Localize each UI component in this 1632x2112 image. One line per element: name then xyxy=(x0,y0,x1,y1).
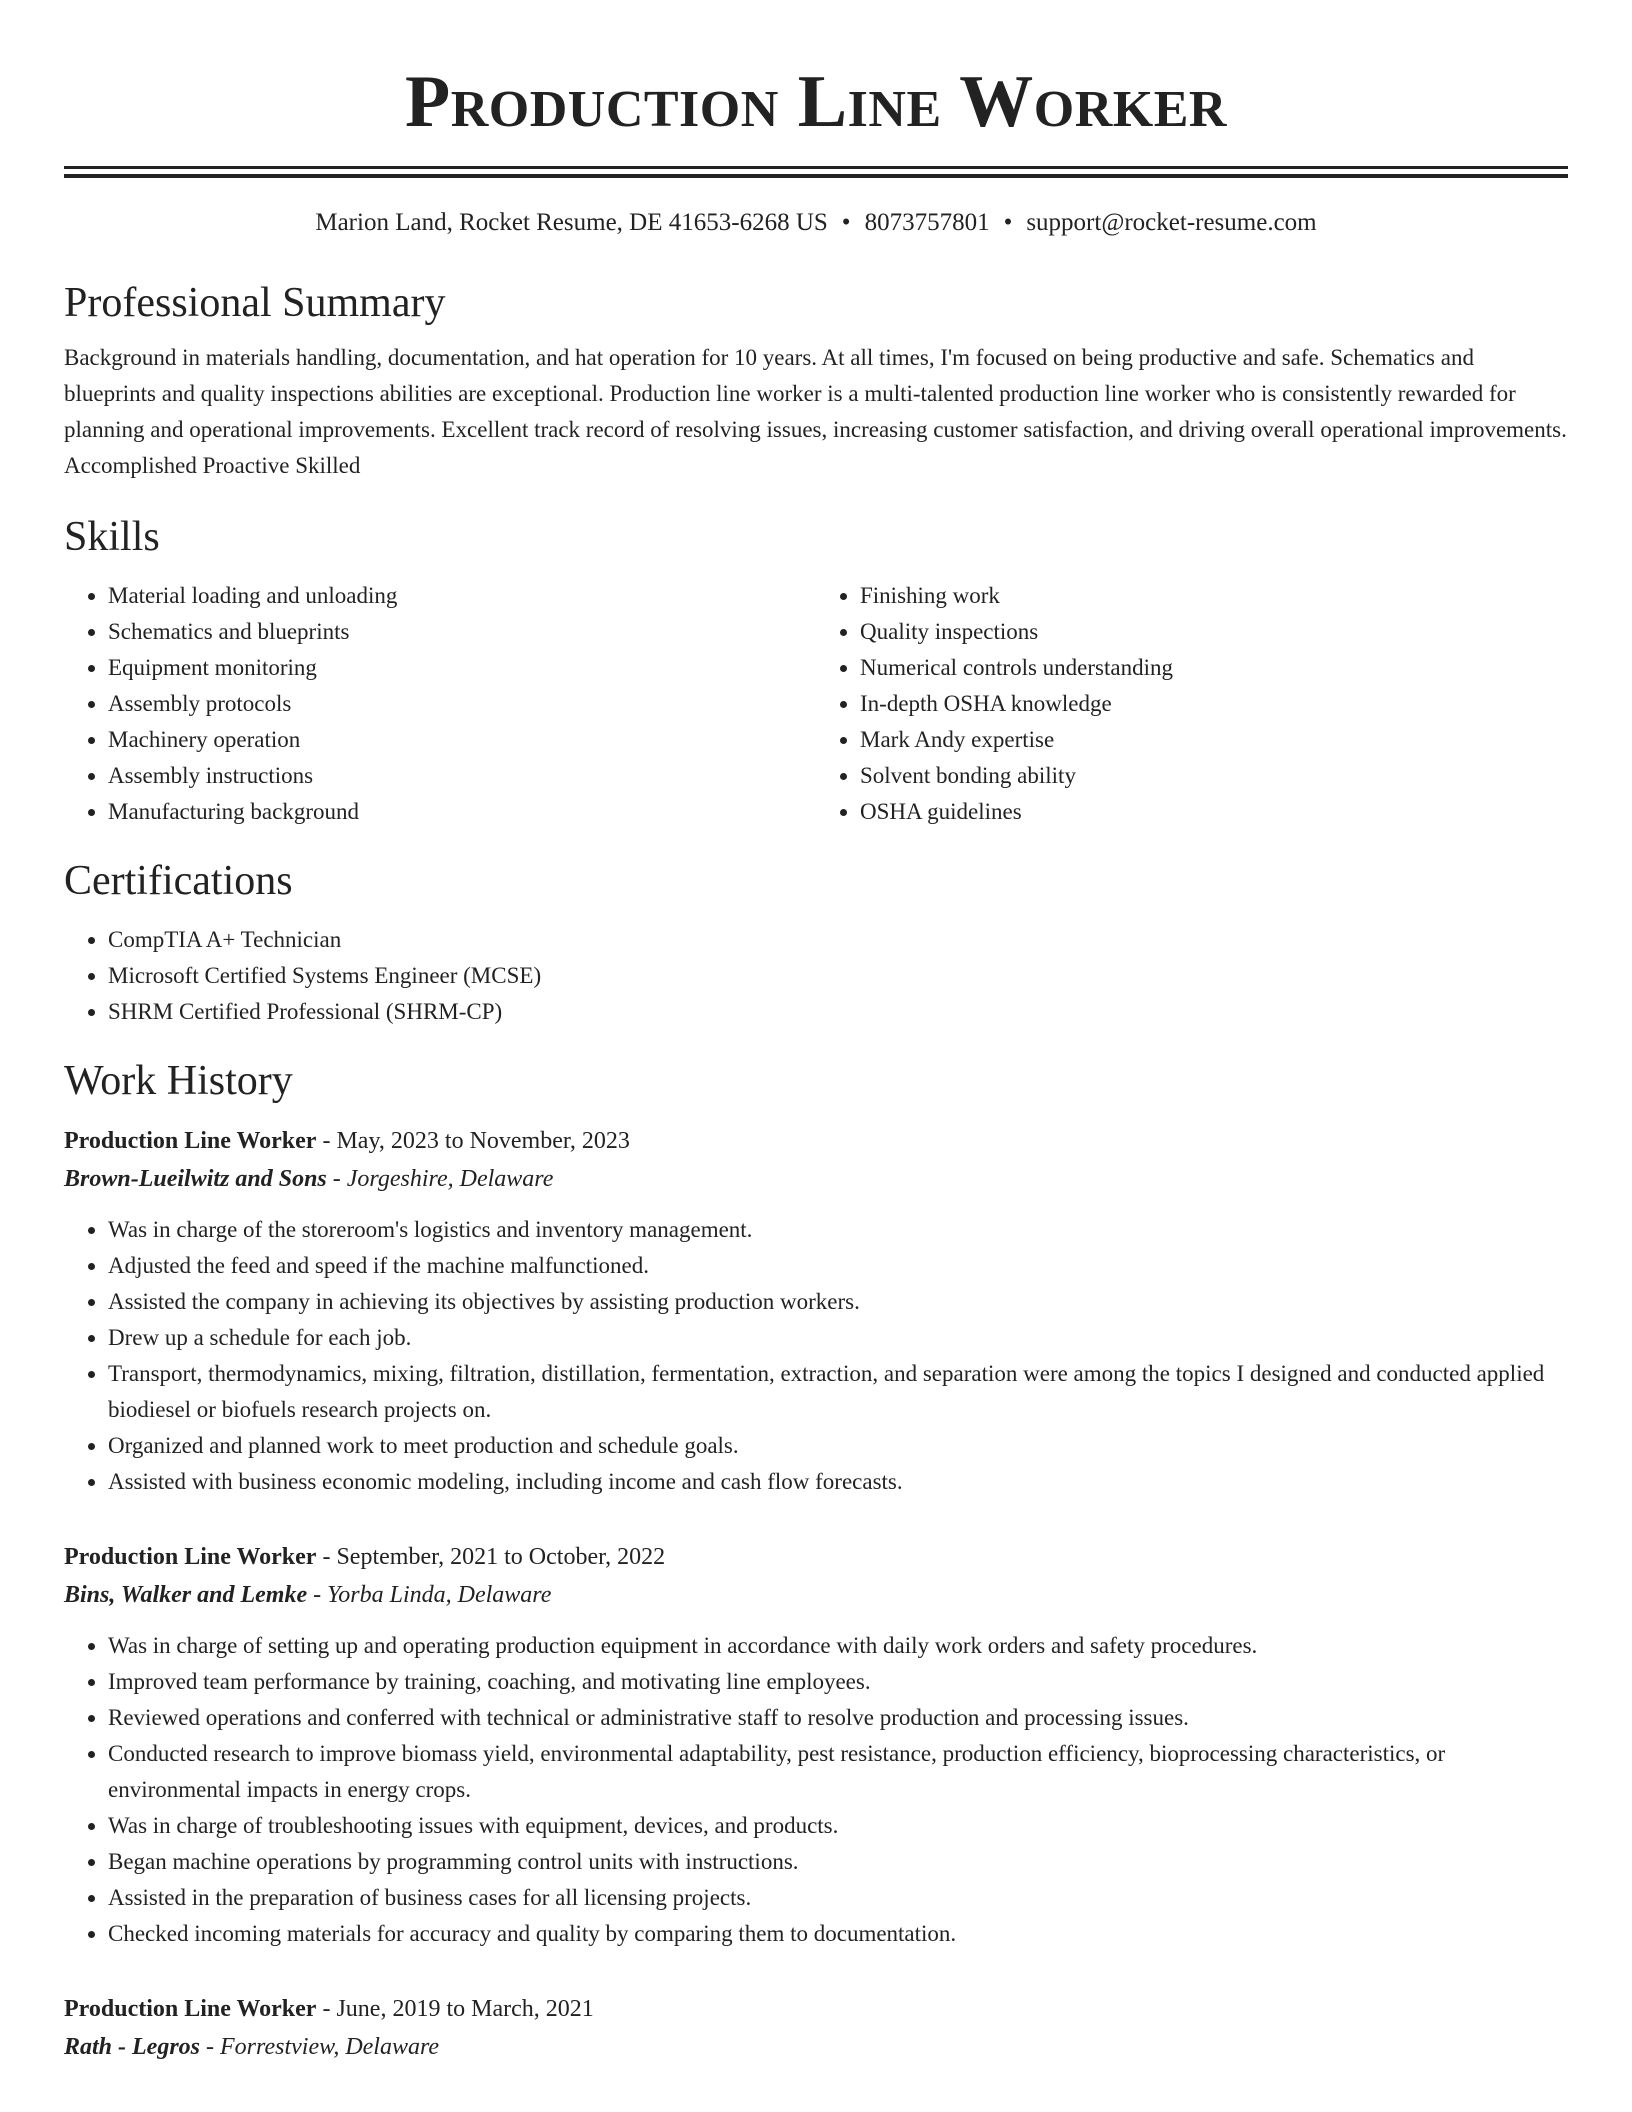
job-dates: - June, 2019 to March, 2021 xyxy=(316,1996,594,2022)
skill-item: • Machinery operation xyxy=(108,722,816,758)
summary-text: Background in materials handling, documentation, and hat operation for 10 years. At all times, I'm focused on being productive and safe. Schematics and blueprints and quality inspections abilities are exceptional. Production line worker is a multi-talented production line worker who is consistently rewarded for planning and operational improvements. Excellent track record of resolving issues, increasing customer satisfaction, and driving overall operational improvements. Accomplished Proactive Skilled xyxy=(64,345,1567,478)
contact-phone: 8073757801 xyxy=(864,209,990,236)
job-title-line xyxy=(64,1122,1568,1160)
skills-left-list xyxy=(64,578,816,830)
job-bullet: • Drew up a schedule for each job. xyxy=(108,1320,1568,1356)
job-dates: - May, 2023 to November, 2023 xyxy=(316,1128,630,1154)
job-bullet: • Assisted the company in achieving its objectives by assisting production workers. xyxy=(108,1284,1568,1320)
skill-item: • Finishing work xyxy=(860,578,1568,614)
contact-email: support@rocket-resume.com xyxy=(1026,209,1317,236)
contact-separator: • xyxy=(1003,209,1013,236)
job-entry xyxy=(64,1990,1568,2066)
resume-name: Production Line Worker xyxy=(405,61,1227,143)
job-bullet: • Transport, thermodynamics, mixing, filtration, distillation, fermentation, extraction, and separation were among the topics I designed and conducted applied biodiesel or biofuels research projects on. xyxy=(108,1356,1568,1428)
job-bullet: • Adjusted the feed and speed if the machine malfunctioned. xyxy=(108,1248,1568,1284)
skills-heading: Skills xyxy=(64,514,160,560)
skill-item: • Solvent bonding ability xyxy=(860,758,1568,794)
job-bullet: • Assisted in the preparation of business cases for all licensing projects. xyxy=(108,1880,1568,1916)
job-bullet: • Organized and planned work to meet production and schedule goals. xyxy=(108,1428,1568,1464)
skills-right-list xyxy=(816,578,1568,830)
skills-columns xyxy=(64,578,1568,830)
skill-item: • Mark Andy expertise xyxy=(860,722,1568,758)
job-bullet: • Was in charge of the storeroom's logistics and inventory management. xyxy=(108,1212,1568,1248)
job-dates: - September, 2021 to October, 2022 xyxy=(316,1544,666,1570)
skill-item: • Manufacturing background xyxy=(108,794,816,830)
certification-item: • SHRM Certified Professional (SHRM-CP) xyxy=(108,994,1568,1030)
skill-item: • Schematics and blueprints xyxy=(108,614,816,650)
job-location: - Jorgeshire, Delaware xyxy=(326,1166,554,1192)
job-bullet: • Checked incoming materials for accuracy and quality by comparing them to documentation. xyxy=(108,1916,1568,1952)
skill-item: • Numerical controls understanding xyxy=(860,650,1568,686)
job-bullets xyxy=(64,1628,1568,1952)
job-bullet: • Conducted research to improve biomass yield, environmental adaptability, pest resistance, production efficiency, bioprocessing characteristics, or environmental impacts in energy crops. xyxy=(108,1736,1568,1808)
skill-item: • Equipment monitoring xyxy=(108,650,816,686)
job-title-line xyxy=(64,1538,1568,1576)
job-company-line xyxy=(64,1160,1568,1198)
job-entry xyxy=(64,1538,1568,1952)
job-bullet: • Reviewed operations and conferred with technical or administrative staff to resolve production and processing issues. xyxy=(108,1700,1568,1736)
skill-item: • Assembly protocols xyxy=(108,686,816,722)
contact-separator: • xyxy=(841,209,851,236)
certification-item: • CompTIA A+ Technician xyxy=(108,922,1568,958)
job-title: Production Line Worker xyxy=(64,1544,317,1570)
summary-heading: Professional Summary xyxy=(64,280,446,326)
job-company: Rath - Legros xyxy=(64,2034,201,2060)
job-location: - Yorba Linda, Delaware xyxy=(307,1582,552,1608)
job-company: Brown-Lueilwitz and Sons xyxy=(64,1166,327,1192)
header-divider xyxy=(64,166,1568,178)
job-bullet: • Began machine operations by programming control units with instructions. xyxy=(108,1844,1568,1880)
job-bullet: • Improved team performance by training, coaching, and motivating line employees. xyxy=(108,1664,1568,1700)
contact-address: Marion Land, Rocket Resume, DE 41653-6268 US xyxy=(315,209,828,236)
skill-item: • Material loading and unloading xyxy=(108,578,816,614)
job-title-line xyxy=(64,1990,1568,2028)
resume-page xyxy=(64,0,1568,2066)
job-title: Production Line Worker xyxy=(64,1996,317,2022)
job-company-line xyxy=(64,1576,1568,1614)
job-entry xyxy=(64,1122,1568,1500)
job-bullet: • Was in charge of setting up and operating production equipment in accordance with daily work orders and safety procedures. xyxy=(108,1628,1568,1664)
skill-item: • In-depth OSHA knowledge xyxy=(860,686,1568,722)
job-company-line xyxy=(64,2028,1568,2066)
certifications-list xyxy=(64,922,1568,1030)
job-bullet: • Was in charge of troubleshooting issues with equipment, devices, and products. xyxy=(108,1808,1568,1844)
skill-item: • OSHA guidelines xyxy=(860,794,1568,830)
job-location: - Forrestview, Delaware xyxy=(200,2034,440,2060)
certification-item: • Microsoft Certified Systems Engineer (MCSE) xyxy=(108,958,1568,994)
job-bullet: • Assisted with business economic modeling, including income and cash flow forecasts. xyxy=(108,1464,1568,1500)
skill-item: • Assembly instructions xyxy=(108,758,816,794)
work-history-heading: Work History xyxy=(64,1058,293,1104)
job-title: Production Line Worker xyxy=(64,1128,317,1154)
skill-item: • Quality inspections xyxy=(860,614,1568,650)
certifications-heading: Certifications xyxy=(64,858,293,904)
job-company: Bins, Walker and Lemke xyxy=(64,1582,308,1608)
contact-line xyxy=(64,208,1568,238)
job-bullets xyxy=(64,1212,1568,1500)
